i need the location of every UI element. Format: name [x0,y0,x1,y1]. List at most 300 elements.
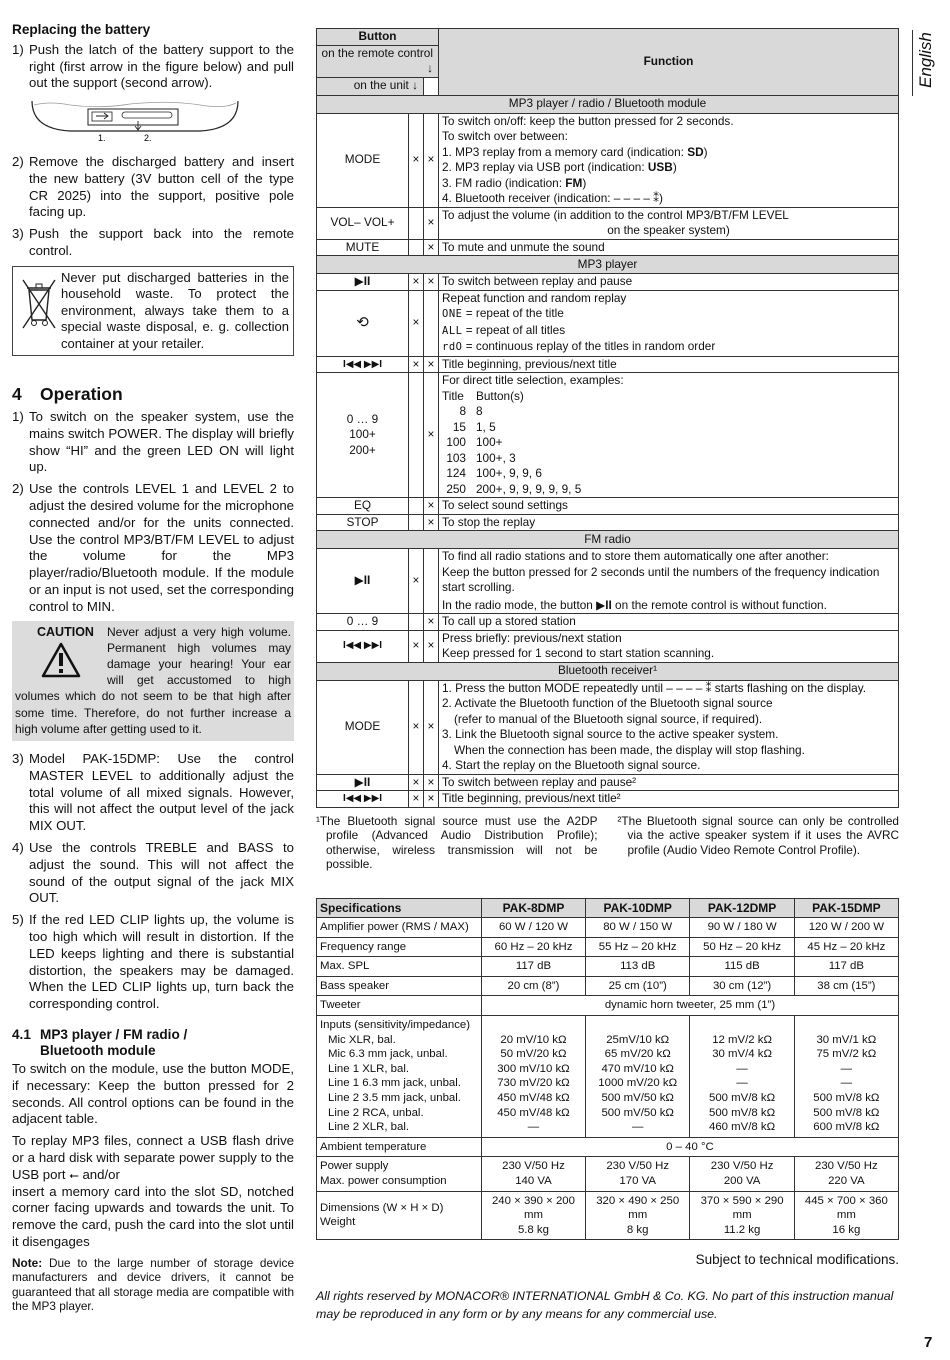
function-line: Keep pressed for 1 second to start station scanning. [442,646,715,660]
function-text [439,113,899,207]
spec-value: 90 W / 180 W [690,918,794,938]
spec-label: Tweeter [317,996,482,1016]
spec-row [317,976,899,996]
note-label: Note: [12,1255,43,1270]
inputs-col-4 [794,1016,898,1138]
spec-value: 1000 mV/20 kΩ [598,1077,678,1090]
caution-header [15,624,103,678]
input-label: Mic XLR, bal. [328,1033,396,1046]
example-row [442,466,895,482]
step-number: 2) [12,153,24,169]
table-row [317,274,899,291]
line-text: 2. MP3 replay via USB port (indication: [442,160,648,174]
mark-remote: × [409,680,424,774]
spec-label: Frequency range [317,937,482,957]
line-text: = repeat of all titles [465,322,566,337]
skip-icons: I◀◀ ▶▶I [317,791,409,808]
battery-step-2 [12,154,294,221]
play-pause-icon: ▶II [317,774,409,791]
display-segment: ALL [442,324,463,337]
operation-steps-continued [12,751,294,1013]
operation-step-1 [12,409,294,476]
left-column [12,22,294,1313]
spec-value: 600 mV/8 kΩ [813,1121,880,1134]
value-line: 220 VA [828,1175,865,1187]
spec-row [317,1191,899,1240]
operation-step-2 [12,481,294,615]
example-buttons: 8 [476,404,483,418]
mp3-paragraph-1: To switch on the module, use the button MODE, if necessary: Keep the button pressed for 2 seconds. All control options can be found in the adjacent table. [12,1061,294,1127]
footnotes [316,814,899,872]
spec-value: 500 mV/8 kΩ [709,1092,776,1105]
function-text: Title beginning, previous/next title [439,356,899,373]
spec-label: Bass speaker [317,976,482,996]
disposal-text: Never put discharged batteries in the household waste. To protect the environment, always take them to a special waste disposal, e. g. collection container at your retailer. [61,269,289,351]
line-text: = continuous replay of the titles in random order [465,339,716,353]
spec-value [481,1157,585,1191]
line-text: In the radio mode, the button [442,597,593,612]
button-line: 100+ [349,427,376,442]
spec-value: 60 Hz – 20 kHz [481,937,585,957]
step-number: 3) [12,226,24,242]
mark-unit: × [424,614,439,631]
function-text: To switch between replay and pause [439,274,899,291]
table-header-row [317,29,899,46]
spec-value: 450 mV/48 kΩ [497,1092,570,1105]
inputs-col-2 [585,1016,690,1138]
label-line: Power supply [320,1160,389,1173]
spec-value: — [840,1062,853,1075]
button-name: MODE [317,680,409,774]
value-line: 11.2 kg [723,1223,761,1236]
header-button: Button [317,29,439,46]
table-row [317,290,899,356]
spec-value [690,1191,794,1240]
spec-value [585,1157,690,1191]
repeat-icon: ⟲ [317,290,409,356]
button-name: 0 … 9 [317,614,409,631]
spec-value: 60 W / 120 W [481,918,585,938]
function-line: 2. Activate the Bluetooth function of the Bluetooth signal source [442,696,773,710]
paren: ) [672,160,677,174]
header-unit: on the unit ↓ [317,77,424,95]
section-title-line-2: Bluetooth module [40,1043,156,1058]
value-line: 5.8 kg [517,1223,549,1236]
spec-value: 38 cm (15”) [794,976,898,996]
caution-text: Never adjust a very high volume. Permanent high volumes may damage your hearing! Your ear will get accustomed to high volumes which do not seem to be that high after some time. Therefore, do not further increase a high volume after getting used to it. [15,624,291,736]
function-text [439,549,899,614]
spec-row [317,957,899,977]
example-title: 250 [446,481,466,496]
table-row [317,680,899,774]
table-row [317,549,899,614]
value-line: 320 × 490 × 250 mm [596,1194,680,1222]
section-mp3-bt: MP3 player / radio / Bluetooth module [317,95,899,113]
input-label: Line 2 3.5 mm jack, unbal. [328,1092,461,1105]
note-text: Due to the large number of storage device manufacturers and device drivers, it cannot be guaranteed that all storage media are compatible with the MP3 player. [12,1255,294,1313]
inputs-col-3 [690,1016,794,1138]
example-title: 8 [459,404,466,418]
function-line [442,176,895,192]
value-line: 200 VA [723,1175,761,1187]
mark-unit: × [424,207,439,239]
button-name: STOP [317,514,409,531]
spec-value: 20 cm (8”) [481,976,585,996]
line-text: on the remote control is without function. [615,597,827,612]
function-line: 1. Press the button MODE repeatedly until – – – – ⁑ starts flashing on the display. [442,680,867,695]
disposal-notice [12,266,294,357]
mp3-paragraph-2b: and/or [82,1166,120,1182]
spec-value: 500 mV/8 kΩ [813,1106,880,1119]
example-title: 100 [446,435,466,449]
spec-value: 450 mV/48 kΩ [497,1106,570,1119]
spec-value: 113 dB [585,957,690,977]
spec-value: 120 W / 200 W [794,918,898,938]
page-number: 7 [924,1334,933,1351]
example-row [442,404,895,420]
function-line: To switch over between: [442,129,568,143]
section-title-line-1: MP3 player / FM radio / [40,1027,188,1042]
header-function: Function [439,29,899,96]
function-line [442,598,895,614]
specifications-table [316,898,899,1241]
section-row [317,531,899,549]
step-number: 1) [12,41,24,57]
col-title: Title [442,388,464,403]
battery-step-1 [12,42,294,92]
table-row [317,514,899,531]
skip-icons: I◀◀ ▶▶I [317,356,409,373]
figure-label-2: 2. [144,133,152,144]
inputs-col-1 [481,1016,585,1138]
caution-box [12,621,294,741]
mark-remote: × [409,549,424,614]
function-text [439,630,899,662]
section-mp3: MP3 player [317,256,899,274]
inputs-heading: Inputs (sensitivity/impedance) [320,1019,471,1032]
section-row [317,95,899,113]
example-row [442,482,895,498]
operation-step-5 [12,912,294,1013]
section-row [317,256,899,274]
step-text: Push the latch of the battery support to the right (first arrow in the figure below) and pull out the support (second arrow). [29,41,294,91]
function-text [439,207,899,239]
example-row [442,420,895,436]
spec-label: Max. SPL [317,957,482,977]
button-line: 200+ [349,442,376,457]
mp3-section-heading [12,1027,294,1059]
spec-value: 65 mV/20 kΩ [604,1048,671,1061]
model-header: PAK-15DMP [794,898,898,918]
usb-icon: ⭠ [69,1167,79,1182]
function-line [442,339,895,356]
input-label: Mic 6.3 mm jack, unbal. [328,1048,448,1061]
function-line: 3. Link the Bluetooth signal source to the active speaker system. [442,727,779,741]
function-line: For direct title selection, examples: [442,373,624,387]
battery-steps [12,42,294,92]
function-text: To stop the replay [439,514,899,531]
spec-value: 500 mV/8 kΩ [813,1092,880,1105]
value-line: 445 × 700 × 360 mm [804,1194,888,1222]
mark-remote: × [409,356,424,373]
label-line: Max. power consumption [320,1175,447,1187]
mark-unit: × [424,274,439,291]
spec-value [794,1191,898,1240]
mp3-paragraph-2a: To replay MP3 files, connect a USB flash drive or a hard disk with separate power supply to the USB port [12,1133,294,1182]
table-row [317,356,899,373]
mark-unit: × [424,774,439,791]
value-line: 370 × 590 × 290 mm [700,1194,784,1222]
function-text [439,290,899,356]
play-pause-icon: ▶II [596,597,612,612]
step-text: Use the controls LEVEL 1 and LEVEL 2 to adjust the desired volume for the microphone connected and/or for the units connected. Use the control MP3/BT/FM LEVEL to adjust the volume for the MP3 player/radio/Bluetooth module. If the module or an input is not used, set the corresponding control to MIN. [29,481,294,614]
function-line: (refer to manual of the Bluetooth signal source, if required). [454,711,763,726]
mark-unit: × [424,498,439,515]
spec-row [317,918,899,938]
spec-value: 117 dB [481,957,585,977]
spec-value: — [527,1121,540,1134]
spec-value [690,1157,794,1191]
skip-icons: I◀◀ ▶▶I [317,630,409,662]
function-line: Press briefly: previous/next station [442,630,622,645]
play-pause-icon: ▶II [317,274,409,291]
inputs-labels [317,1016,482,1138]
spec-value [794,1157,898,1191]
warning-icon [41,642,81,678]
spec-value: 55 Hz – 20 kHz [585,937,690,957]
model-header: PAK-12DMP [690,898,794,918]
spec-value [585,1191,690,1240]
function-text: To call up a stored station [439,614,899,631]
spec-value: 115 dB [690,957,794,977]
table-row [317,207,899,239]
spec-value: 500 mV/50 kΩ [601,1092,674,1105]
function-table [316,28,899,808]
spec-value: 25mV/10 kΩ [606,1033,670,1046]
function-line: 4. Bluetooth receiver (indication: – – – – ⁑) [442,191,663,205]
battery-support-figure [30,99,240,143]
example-buttons: 100+, 3 [476,450,516,465]
spec-value: 470 mV/10 kΩ [601,1062,674,1075]
function-text [439,680,899,774]
input-label: Line 1 XLR, bal. [328,1062,410,1075]
example-buttons: 200+, 9, 9, 9, 9, 9, 5 [476,481,582,496]
spec-value: 20 mV/10 kΩ [500,1033,567,1046]
spec-label: Amplifier power (RMS / MAX) [317,918,482,938]
button-name: MODE [317,113,409,207]
section-number: 4 [12,384,22,405]
indication: USB [647,160,673,174]
spec-value: 730 mV/20 kΩ [497,1077,570,1090]
mark-remote: × [409,113,424,207]
function-text: Title beginning, previous/next title² [439,791,899,808]
value-line: 230 V/50 Hz [502,1160,565,1173]
step-text: Use the controls TREBLE and BASS to adjust the sound. This will not affect the sound of the output signal of the jack MIX OUT. [29,840,294,906]
function-line: When the connection has been made, the display will stop flashing. [454,742,805,757]
language-tab-divider [912,30,913,96]
button-line: 0 … 9 [346,411,379,426]
spec-row [317,1137,899,1157]
language-label: English [915,32,935,88]
rights-notice: All rights reserved by MONACOR® INTERNATIONAL GmbH & Co. KG. No part of this instruction manual may be reproduced in any form or by any means for any commercial use. [316,1289,894,1322]
function-line [442,389,895,405]
example-title: 103 [446,450,466,465]
value-line: 230 V/50 Hz [710,1160,774,1173]
button-name: VOL– VOL+ [317,207,409,239]
example-title: 124 [446,466,466,480]
table-row [317,791,899,808]
spec-value: — [840,1077,853,1090]
header-remote: on the remote control ↓ [317,45,439,77]
input-label: Line 2 XLR, bal. [328,1121,410,1134]
spec-value: 45 Hz – 20 kHz [794,937,898,957]
mark-remote: × [409,791,424,808]
spec-value: 500 mV/50 kΩ [601,1106,674,1119]
crossed-bin-icon [17,270,61,340]
mark-unit: × [424,113,439,207]
play-pause-icon: ▶II [317,549,409,614]
step-number: 1) [12,409,24,425]
example-title: 15 [452,419,466,434]
right-column [316,28,899,1323]
mark-unit: × [424,356,439,373]
example-buttons: 100+, 9, 9, 6 [476,466,542,480]
button-name [317,373,409,498]
function-line: To adjust the volume (in addition to the control MP3/BT/FM LEVEL [442,207,789,222]
input-label: Line 2 RCA, unbal. [328,1106,424,1119]
example-buttons: 100+ [476,435,503,449]
value-line: 140 VA [515,1175,552,1187]
step-text: If the red LED CLIP lights up, the volume is too high which will result in distortion. If the LED keeps lighting and there is substantial distortion, the speakers may be damaged. When the LED CLIP lights up, turn back the corresponding control. [29,912,294,1012]
spec-value: 500 mV/8 kΩ [709,1106,776,1119]
table-row [317,774,899,791]
battery-step-3 [12,226,294,260]
mark-unit: × [424,680,439,774]
model-header: PAK-10DMP [585,898,690,918]
mark-unit: × [424,239,439,256]
spec-row-inputs [317,1016,899,1138]
example-row [442,451,895,467]
function-line [442,306,895,323]
step-text: To switch on the speaker system, use the mains switch POWER. The display will briefly show “HI” and the green LED ON will light up. [29,409,294,475]
footnote-2: ²The Bluetooth signal source can only be controlled via the active speaker system if it uses the AVRC profile (Audio Video Remote Control Profile). [617,813,899,857]
step-number: 5) [12,912,24,928]
model-header: PAK-8DMP [481,898,585,918]
paren: ) [703,144,708,159]
mark-remote: × [409,290,424,356]
spec-value: 80 W / 150 W [585,918,690,938]
table-row [317,239,899,256]
spec-value: 50 mV/20 kΩ [500,1048,567,1061]
paren: ) [582,175,587,190]
function-line [442,323,895,340]
spec-value: 0 – 40 °C [481,1137,898,1157]
indication: SD [687,144,704,159]
section-fm: FM radio [317,531,899,549]
example-row [442,435,895,451]
indication: FM [565,175,583,190]
value-line: 240 × 390 × 200 mm [491,1194,575,1222]
spec-value: 75 mV/2 kΩ [816,1048,877,1061]
spec-value: — [736,1077,748,1090]
value-line: 16 kg [832,1223,861,1236]
spec-header-row [317,898,899,918]
step-text: Remove the discharged battery and insert the new battery (3V button cell of the type CR 2025) into the support, positive pole facing up. [29,153,294,220]
battery-heading: Replacing the battery [12,22,151,37]
battery-steps-continued [12,154,294,260]
spec-label [317,1191,482,1240]
function-line: To switch on/off: keep the button pressed for 2 seconds. [442,113,734,128]
function-text: To switch between replay and pause² [439,774,899,791]
spec-value: 30 mV/4 kΩ [712,1048,772,1061]
spec-value [481,1191,585,1240]
mark-unit: × [424,791,439,808]
operation-step-3 [12,751,294,835]
table-row [317,373,899,498]
section-number: 4.1 [12,1027,31,1042]
example-buttons: 1, 5 [476,419,496,434]
section-title: Operation [40,384,123,405]
operation-heading [12,386,294,403]
table-row [317,498,899,515]
value-line: 230 V/50 Hz [815,1160,878,1173]
modifications-note: Subject to technical modifications. [695,1252,899,1268]
spec-value: 460 mV/8 kΩ [709,1121,776,1134]
spec-value: — [736,1062,748,1075]
function-line: Keep the button pressed for 2 seconds until the numbers of the frequency indication start scrolling. [442,564,880,594]
spec-value: 117 dB [794,957,898,977]
label-line: Weight [320,1216,356,1229]
line-text: 1. MP3 replay from a memory card (indication: [442,144,688,159]
function-line [442,145,895,161]
display-segment: rdO [442,341,463,353]
caution-label: CAUTION [37,624,94,639]
function-line: on the speaker system) [607,223,730,237]
spec-value: 50 Hz – 20 kHz [690,937,794,957]
value-line: 230 V/50 Hz [606,1160,670,1173]
operation-steps [12,409,294,616]
spec-value: 25 cm (10”) [585,976,690,996]
function-text: To select sound settings [439,498,899,515]
spec-row [317,996,899,1016]
spec-value: 30 mV/1 kΩ [816,1033,877,1046]
step-text: Model PAK-15DMP: Use the control MASTER LEVEL to additionally adjust the total volume of all mixed signals. However, this will not affect the output level of the jack MIX OUT. [29,751,294,834]
spec-row [317,1157,899,1191]
section-row [317,662,899,680]
spec-value: 300 mV/10 kΩ [497,1062,570,1075]
step-number: 2) [12,481,24,497]
step-number: 4) [12,840,24,856]
spec-label: Ambient temperature [317,1137,482,1157]
table-row [317,614,899,631]
step-number: 3) [12,751,24,767]
button-name: EQ [317,498,409,515]
spec-value: 30 cm (12”) [690,976,794,996]
mark-unit: × [424,514,439,531]
line-text: = repeat of the title [465,306,564,320]
spec-row [317,937,899,957]
mark-remote: × [409,774,424,791]
input-label: Line 1 6.3 mm jack, unbal. [328,1077,461,1090]
col-buttons: Button(s) [476,388,524,403]
spec-value: 12 mV/2 kΩ [712,1033,772,1046]
mark-unit: × [424,373,439,498]
value-line: 170 VA [619,1175,656,1187]
mark-remote: × [409,630,424,662]
label-line: Dimensions (W × H × D) [320,1201,444,1214]
function-line: 4. Start the replay on the Bluetooth signal source. [442,758,701,772]
table-row [317,630,899,662]
